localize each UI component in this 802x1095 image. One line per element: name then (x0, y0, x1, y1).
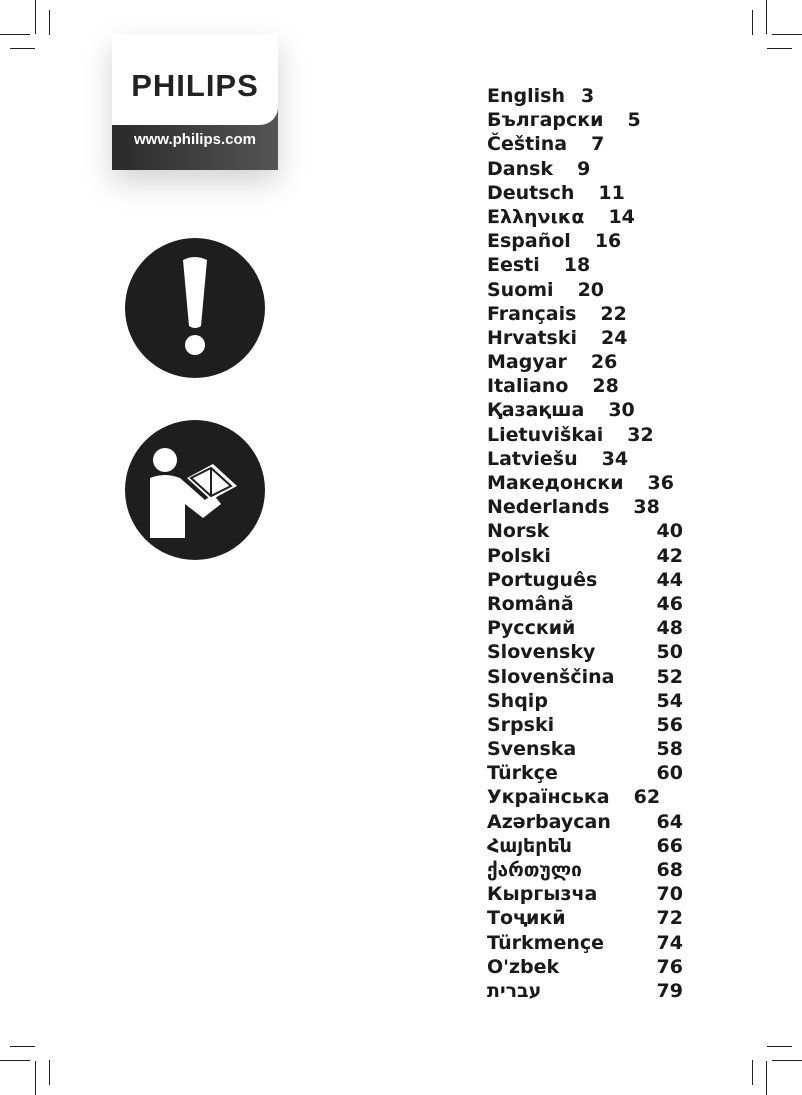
crop-mark (767, 48, 792, 49)
toc-page-number: 58 (656, 738, 683, 761)
crop-mark (35, 0, 36, 34)
toc-entry[interactable] (487, 785, 683, 809)
toc-entry[interactable] (487, 737, 683, 761)
toc-page-number: 74 (656, 931, 683, 954)
toc-language: Dansk (487, 157, 554, 180)
toc-page-number: 14 (608, 205, 635, 228)
toc-entry[interactable] (487, 157, 683, 181)
toc-entry[interactable] (487, 834, 683, 858)
toc-language: Български (487, 109, 604, 132)
crop-mark (0, 1060, 30, 1061)
toc-language: Slovenščina (487, 665, 615, 688)
toc-entry[interactable] (487, 955, 683, 979)
toc-page-number: 34 (601, 447, 629, 470)
toc-page-number: 16 (594, 230, 622, 253)
toc-entry[interactable] (487, 882, 683, 906)
toc-page-number: 7 (591, 133, 605, 156)
toc-entry[interactable] (487, 640, 683, 664)
toc-language: Hrvatski (487, 326, 578, 349)
toc-page-number: 20 (577, 278, 605, 301)
toc-page-number: 76 (656, 955, 683, 978)
logo-url: www.philips.com (134, 131, 256, 148)
toc-language: Azərbaycan (487, 810, 611, 833)
toc-language: Français (487, 302, 577, 325)
crop-mark (752, 10, 753, 35)
toc-page-number: 62 (633, 786, 661, 809)
toc-language: Čeština (487, 133, 568, 156)
toc-language: Тоҷикӣ (487, 907, 566, 930)
logo-brand: PHILIPS (131, 68, 259, 103)
toc-language: Suomi (487, 278, 554, 301)
toc-page-number: 52 (656, 665, 683, 688)
toc-entry[interactable] (487, 689, 683, 713)
toc-page-number: 68 (656, 859, 683, 881)
toc-entry[interactable] (487, 810, 683, 834)
toc-entry[interactable] (487, 398, 683, 422)
toc-page-number: 32 (627, 423, 654, 446)
crop-mark (766, 1061, 767, 1095)
toc-entry[interactable] (487, 229, 683, 253)
toc-page-number: 56 (656, 713, 683, 736)
toc-entry[interactable] (487, 931, 683, 955)
toc-page-number: 5 (627, 109, 641, 132)
toc-page-number: 3 (580, 85, 595, 107)
toc-language: Magyar (487, 351, 567, 374)
toc-language: Shqip (487, 689, 548, 712)
toc-entry[interactable] (487, 616, 683, 640)
toc-entry[interactable] (487, 471, 683, 495)
toc-language: Türkçe (487, 762, 558, 785)
crop-mark (772, 34, 802, 35)
toc-page-number: 30 (608, 399, 635, 422)
toc-page-number: 26 (590, 351, 618, 374)
toc-language: Македонски (487, 472, 624, 494)
toc-page-number: 60 (656, 762, 683, 785)
toc-language: ქართული (487, 859, 582, 881)
toc-entry[interactable] (487, 302, 683, 326)
toc-language: עברית (487, 979, 542, 1002)
crop-mark (0, 34, 30, 35)
toc-page-number: 24 (601, 326, 628, 349)
toc-page-number: 48 (656, 617, 683, 640)
toc-page-number: 42 (656, 544, 683, 567)
logo-top (112, 34, 278, 125)
toc-entry[interactable] (487, 544, 683, 568)
toc-page-number: 46 (656, 592, 683, 615)
toc-page-number: 70 (656, 883, 683, 906)
toc-language: Português (487, 568, 598, 591)
toc-language: Nederlands (487, 496, 610, 519)
toc-entry[interactable] (487, 979, 683, 1003)
toc-entry[interactable] (487, 447, 683, 471)
warning-icon (125, 238, 265, 378)
toc-language: Polski (487, 544, 551, 567)
toc-page-number: 66 (656, 834, 683, 857)
read-manual-icon (125, 420, 265, 560)
toc-language: Srpski (487, 713, 555, 736)
toc-page-number: 64 (656, 810, 683, 833)
toc-language: Қазақша (487, 399, 585, 422)
toc-language: Español (487, 230, 571, 253)
toc-entry[interactable] (487, 132, 683, 156)
crop-mark (766, 0, 767, 34)
toc-entry[interactable] (487, 519, 683, 543)
toc-page-number: 18 (563, 254, 591, 277)
toc-page-number: 28 (592, 375, 619, 398)
toc-language: Eesti (487, 254, 540, 277)
toc-page-number: 22 (600, 302, 627, 325)
toc-entry[interactable] (487, 278, 683, 302)
toc-language: Latviešu (487, 447, 578, 470)
toc-entry[interactable] (487, 84, 683, 108)
crop-mark (49, 10, 50, 35)
toc-page-number: 11 (598, 181, 625, 204)
language-table-of-contents (487, 84, 683, 1003)
toc-language: Română (487, 592, 574, 615)
toc-language: Italiano (487, 375, 569, 398)
crop-mark (49, 1060, 50, 1085)
toc-language: Русский (487, 617, 576, 640)
toc-entry[interactable] (487, 858, 683, 882)
toc-page-number: 50 (656, 641, 683, 664)
crop-mark (35, 1061, 36, 1095)
toc-language: Ελληνικα (487, 205, 585, 228)
toc-page-number: 79 (656, 979, 683, 1002)
toc-entry[interactable] (487, 568, 683, 592)
toc-entry[interactable] (487, 374, 683, 398)
toc-page-number: 54 (656, 689, 683, 712)
toc-entry[interactable] (487, 495, 683, 519)
crop-mark (772, 1060, 802, 1061)
crop-mark (767, 1046, 792, 1047)
toc-page-number: 36 (647, 472, 674, 494)
toc-entry[interactable] (487, 761, 683, 785)
toc-language: Lietuviškai (487, 423, 604, 446)
toc-entry[interactable] (487, 906, 683, 930)
crop-mark (752, 1060, 753, 1085)
toc-page-number: 40 (656, 520, 683, 543)
toc-entry[interactable] (487, 665, 683, 689)
toc-entry[interactable] (487, 592, 683, 616)
toc-entry[interactable] (487, 253, 683, 277)
toc-entry[interactable] (487, 181, 683, 205)
philips-logo (112, 34, 278, 170)
toc-language: Кыргызча (487, 883, 598, 906)
toc-entry[interactable] (487, 326, 683, 350)
toc-language: Norsk (487, 520, 550, 543)
toc-language: O'zbek (487, 955, 560, 978)
toc-page-number: 44 (656, 568, 683, 591)
crop-mark (10, 1046, 35, 1047)
toc-page-number: 9 (577, 157, 591, 180)
toc-language: Svenska (487, 738, 577, 761)
toc-page-number: 38 (633, 496, 660, 519)
toc-entry[interactable] (487, 713, 683, 737)
toc-language: Slovensky (487, 641, 596, 664)
toc-language: Հայերեն (487, 834, 572, 857)
toc-language: Українська (487, 786, 610, 809)
toc-entry[interactable] (487, 423, 683, 447)
toc-language: Deutsch (487, 181, 575, 204)
toc-language: Türkmençe (487, 931, 605, 954)
toc-entry[interactable] (487, 205, 683, 229)
toc-entry[interactable] (487, 108, 683, 132)
toc-page-number: 72 (656, 907, 683, 930)
toc-entry[interactable] (487, 350, 683, 374)
toc-language: English (487, 85, 565, 107)
crop-mark (10, 48, 35, 49)
